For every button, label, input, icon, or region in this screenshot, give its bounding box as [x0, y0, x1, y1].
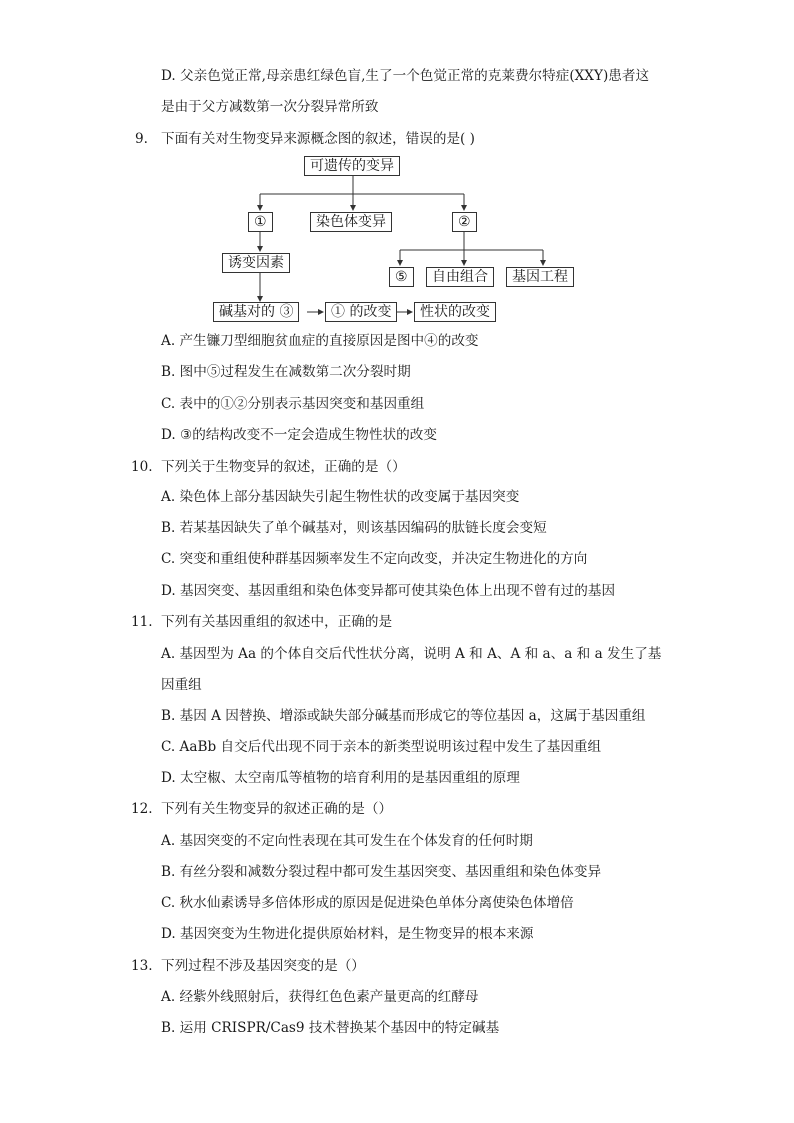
q10-stem: 下列关于生物变异的叙述，正确的是（）	[161, 459, 406, 475]
q12-option-b: B. 有丝分裂和减数分裂过程中都可发生基因突变、基因重组和染色体变异	[161, 864, 602, 880]
q13-stem: 下列过程不涉及基因突变的是（）	[161, 958, 365, 974]
diagram-node-heritable-variation: 可遗传的变异	[304, 156, 400, 176]
q13-option-a: A. 经紫外线照射后，获得红色色素产量更高的红酵母	[161, 989, 479, 1005]
q10-number: 10.	[131, 459, 153, 475]
q12-stem: 下列有关生物变异的叙述正确的是（）	[161, 801, 393, 817]
q11-option-b: B. 基因 A 因替换、增添或缺失部分碱基而形成它的等位基因 a，这属于基因重组	[161, 708, 646, 724]
diagram-node-5: ⑤	[389, 267, 414, 287]
q11-option-d: D. 太空椒、太空南瓜等植物的培育利用的是基因重组的原理	[161, 770, 520, 786]
q12-number: 12.	[131, 801, 153, 817]
q9-option-b: B. 图中⑤过程发生在减数第二次分裂时期	[161, 364, 411, 380]
q12-option-d: D. 基因突变为生物进化提供原始材料，是生物变异的根本来源	[161, 926, 534, 942]
q13-option-b: B. 运用 CRISPR/Cas9 技术替换某个基因中的特定碱基	[161, 1020, 500, 1036]
q10-option-d: D. 基因突变、基因重组和染色体变异都可使其染色体上出现不曾有过的基因	[161, 583, 616, 599]
diagram-node-change-of-1: ① 的改变	[325, 302, 397, 322]
q8-option-d-line1: D. 父亲色觉正常,母亲患红绿色盲,生了一个色觉正常的克莱费尔特症(XXY)患者这	[161, 68, 650, 84]
q12-option-a: A. 基因突变的不定向性表现在其可发生在个体发育的任何时期	[161, 833, 533, 849]
diagram-node-mutagen: 诱变因素	[222, 253, 290, 273]
q9-option-d: D. ③的结构改变不一定会造成生物性状的改变	[161, 427, 437, 443]
diagram-node-chromosome-variation: 染色体变异	[310, 212, 392, 232]
q9-option-c: C. 表中的①②分别表示基因突变和基因重组	[161, 396, 425, 412]
diagram-node-trait-change: 性状的改变	[414, 302, 496, 322]
q9-option-a: A. 产生镰刀型细胞贫血症的直接原因是图中④的改变	[161, 333, 479, 349]
diagram-node-1: ①	[248, 212, 273, 232]
q9-stem: 下面有关对生物变异来源概念图的叙述，错误的是( )	[161, 131, 475, 147]
q11-option-c: C. AaBb 自交后代出现不同于亲本的新类型说明该过程中发生了基因重组	[161, 739, 602, 755]
q10-option-c: C. 突变和重组使种群基因频率发生不定向改变，并决定生物进化的方向	[161, 551, 588, 567]
diagram-node-genetic-engineering: 基因工程	[506, 267, 574, 287]
q9-number: 9.	[135, 131, 148, 147]
q10-option-b: B. 若某基因缺失了单个碱基对，则该基因编码的肽链长度会变短	[161, 520, 547, 536]
diagram-node-2: ②	[452, 212, 477, 232]
q11-number: 11.	[131, 614, 153, 630]
q11-option-a-line2: 因重组	[161, 677, 202, 693]
q11-stem: 下列有关基因重组的叙述中，正确的是	[161, 614, 393, 630]
q8-option-d-line2: 是由于父方减数第一次分裂异常所致	[161, 99, 379, 115]
q12-option-c: C. 秋水仙素诱导多倍体形成的原因是促进染色单体分离使染色体增倍	[161, 895, 574, 911]
q13-number: 13.	[131, 958, 153, 974]
diagram-node-free-combination: 自由组合	[426, 267, 494, 287]
q11-option-a-line1: A. 基因型为 Aa 的个体自交后代性状分离，说明 A 和 A、A 和 a、a 和 a 发生了基	[161, 646, 662, 662]
q10-option-a: A. 染色体上部分基因缺失引起生物性状的改变属于基因突变	[161, 489, 520, 505]
diagram-node-base-pair: 碱基对的 ③	[213, 302, 299, 322]
